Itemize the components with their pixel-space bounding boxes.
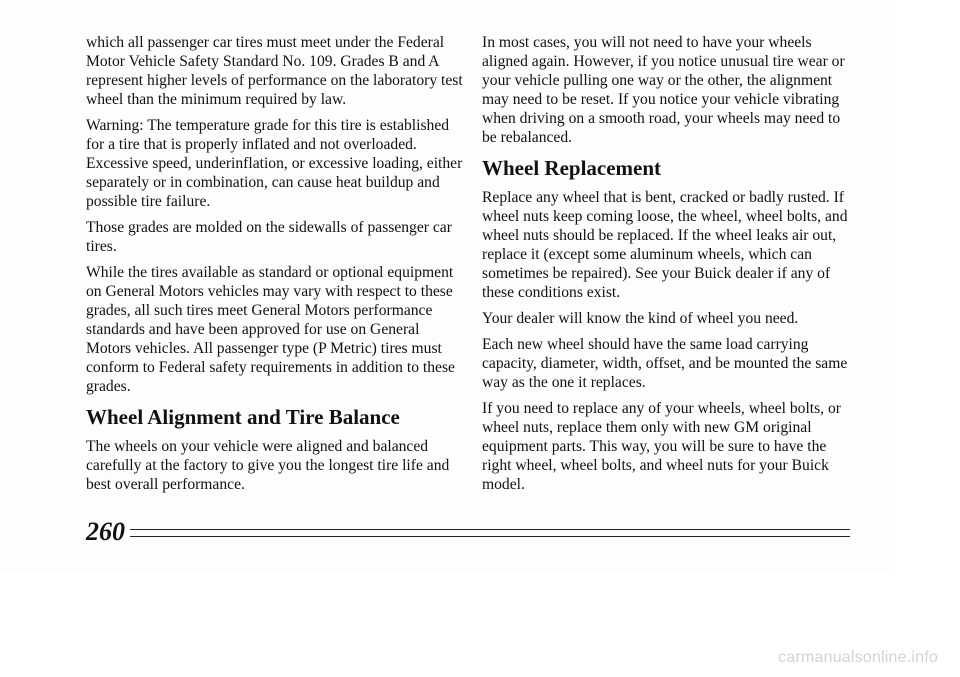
left-column <box>86 33 464 501</box>
left-paragraph-1: which all passenger car tires must meet under the Federal Motor Vehicle Safety Standard No. 109. Grades B and A represent higher levels of performance on the laboratory test wheel than the minimum required by law. <box>86 34 463 108</box>
page-footer <box>86 517 850 547</box>
right-paragraph-3: Your dealer will know the kind of wheel you need. <box>482 310 799 327</box>
right-paragraph-4: Each new wheel should have the same load carrying capacity, diameter, width, offset, and be mounted the same way as the one it replaces. <box>482 336 848 391</box>
right-paragraph-1: In most cases, you will not need to have your wheels aligned again. However, if you notice unusual tire wear or your vehicle pulling one way or the other, the alignment may need to be reset. If you notice your vehicle vibrating when driving on a smooth road, your wheels may need to be rebalanced. <box>482 34 845 146</box>
left-paragraph-5: The wheels on your vehicle were aligned and balanced carefully at the factory to give you the longest tire life and best overall performance. <box>86 438 450 493</box>
footer-rule-top <box>130 529 850 530</box>
warning-paragraph: Warning: The temperature grade for this tire is established for a tire that is properly inflated and not overloaded. Excessive speed, underinflation, or excessive loading, either separately or in combination, can cause heat buildup and possible tire failure. <box>86 117 463 210</box>
section-heading-wheel-replacement: Wheel Replacement <box>482 156 662 180</box>
right-paragraph-2: Replace any wheel that is bent, cracked or badly rusted. If wheel nuts keep coming loose, the wheel, wheel bolts, and wheel nuts should be replaced. If the wheel leaks air out, replace it (except some aluminum wheels, which can sometimes be repaired). See your Buick dealer if any of these conditions exist. <box>482 189 848 301</box>
section-heading-wheel-alignment: Wheel Alignment and Tire Balance <box>86 405 400 429</box>
left-paragraph-4: While the tires available as standard or optional equipment on General Motors vehicles may vary with respect to these grades, all such tires meet General Motors performance standards and have been approved for use on General Motors vehicles. All passenger type (P Metric) tires must conform to Federal safety requirements in addition to these grades. <box>86 264 455 395</box>
right-paragraph-5: If you need to replace any of your wheels, wheel bolts, or wheel nuts, replace them only with new GM original equipment parts. This way, you will be sure to have the right wheel, wheel bolts, and wheel nuts for your Buick model. <box>482 400 841 493</box>
page-number: 260 <box>86 517 125 546</box>
right-column <box>482 33 858 501</box>
footer-rule-bottom <box>130 536 850 537</box>
left-paragraph-3: Those grades are molded on the sidewalls of passenger car tires. <box>86 219 452 255</box>
site-watermark: carmanualsonline.info <box>778 649 938 666</box>
